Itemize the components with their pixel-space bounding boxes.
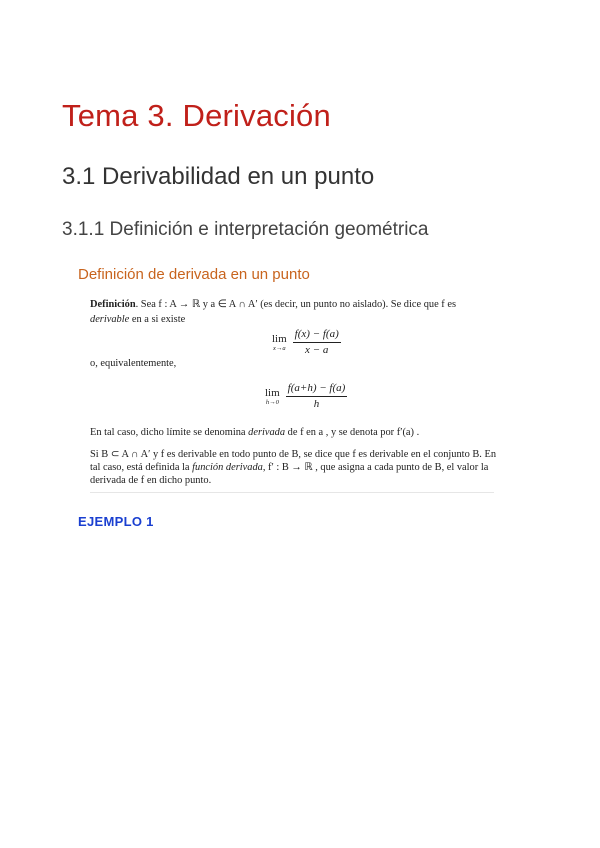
divider (90, 492, 494, 493)
limit-formula-2: lim h→0 $\frac{f(a+h) - f(a)}{h}$ (265, 382, 346, 410)
derivative-function-line-3: derivada de f en dicho punto. (90, 475, 212, 486)
limit-formula-1: lim x→a $\frac{f(x) - f(a)}{x - a}$ (272, 328, 339, 356)
definition-line-1: Definición. Sea f : A → ℝ y a ∈ A ∩ A′ (es decir, un punto no aislado). Se dice que f es (90, 299, 457, 310)
equivalently-text: o, equivalentemente, (90, 358, 177, 369)
section-heading: 3.1 Derivabilidad en un punto (62, 163, 375, 190)
derivative-function-line-2: tal caso, está definida la función derivada, f′ : B → ℝ , que asigna a cada punto de B, el valor la (90, 462, 489, 473)
derivative-notation-text: En tal caso, dicho límite se denomina derivada de f en a , y se denota por f′(a) . (90, 427, 420, 438)
definition-label: Definición (90, 299, 136, 310)
derivative-function-line-1: Si B ⊂ A ∩ A′ y f es derivable en todo punto de B, se dice que f es derivable en el conjunto B. En (90, 449, 497, 460)
topic-heading: Definición de derivada en un punto (78, 266, 310, 283)
subsection-heading: 3.1.1 Definición e interpretación geométrica (62, 219, 429, 240)
page-title: Tema 3. Derivación (62, 98, 331, 133)
definition-line-2: derivable en a si existe (90, 314, 186, 325)
example-heading: EJEMPLO 1 (78, 514, 154, 529)
